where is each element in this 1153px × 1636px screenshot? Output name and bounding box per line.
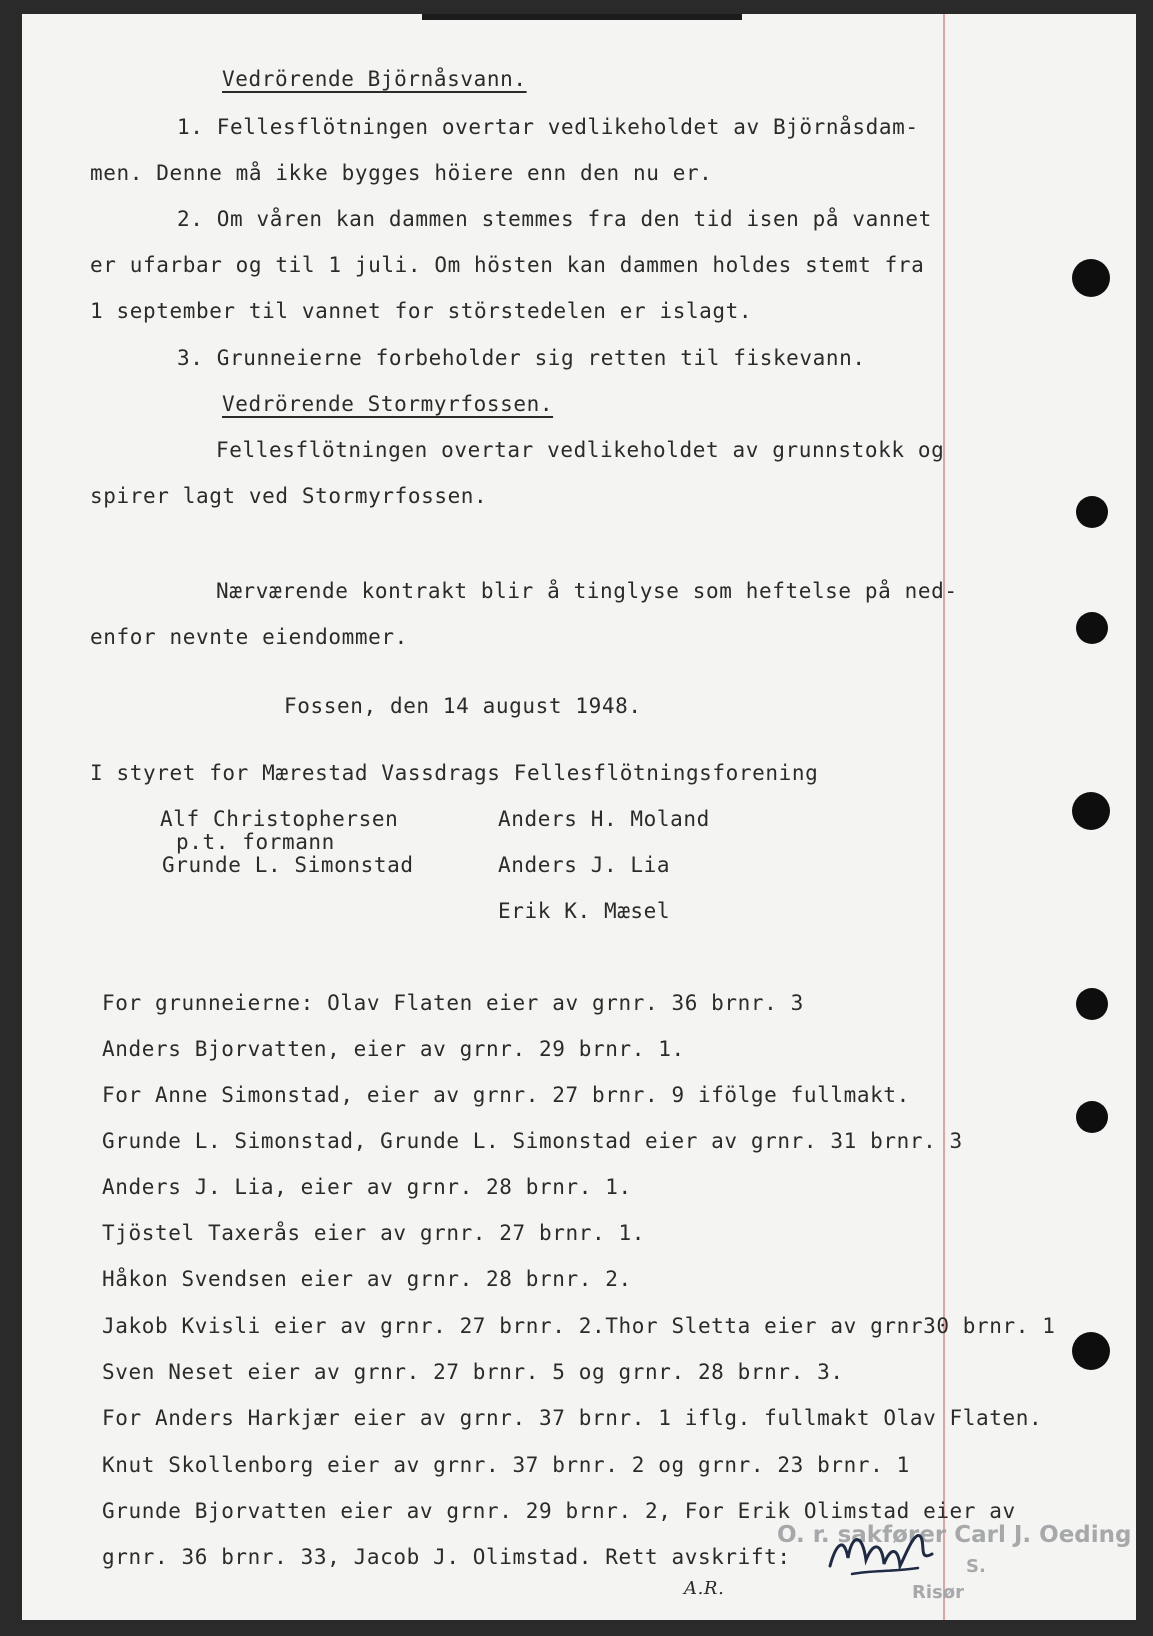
initials: A.R.: [684, 1578, 725, 1599]
board-member: Erik K. Mæsel: [498, 899, 671, 923]
paragraph-4-line-1: Fellesflötningen overtar vedlikeholdet av grunnstokk og: [216, 438, 945, 462]
margin-line: [943, 14, 945, 1620]
paragraph-3: 3. Grunneierne forbeholder sig retten til fiskevann.: [177, 346, 866, 370]
board-member: Anders H. Moland: [498, 807, 710, 831]
handwritten-signature: [822, 1514, 942, 1584]
binder-hole: [1072, 1332, 1110, 1370]
owner-line: grnr. 36 brnr. 33, Jacob J. Olimstad. Rett avskrift:: [102, 1545, 791, 1569]
owner-line: Knut Skollenborg eier av grnr. 37 brnr. 2 og grnr. 23 brnr. 1: [102, 1453, 910, 1477]
owner-line: Tjöstel Taxerås eier av grnr. 27 brnr. 1.: [102, 1221, 645, 1245]
binder-hole: [1076, 612, 1108, 644]
paragraph-2-line-1: 2. Om våren kan dammen stemmes fra den tid isen på vannet: [177, 207, 932, 231]
binder-hole: [1076, 988, 1108, 1020]
owner-line: Anders J. Lia, eier av grnr. 28 brnr. 1.: [102, 1175, 632, 1199]
owner-line: Grunde L. Simonstad, Grunde L. Simonstad eier av grnr. 31 brnr. 3: [102, 1129, 963, 1153]
binder-hole: [1072, 792, 1110, 830]
owner-line: Anders Bjorvatten, eier av grnr. 29 brnr. 1.: [102, 1037, 685, 1061]
paragraph-2-line-2: er ufarbar og til 1 juli. Om hösten kan dammen holdes stemt fra: [90, 253, 925, 277]
paragraph-4-line-2: spirer lagt ved Stormyrfossen.: [90, 484, 488, 508]
certification-stamp: O. r. sakfører Carl J. Oeding: [777, 1522, 1132, 1548]
document-page: [22, 14, 1136, 1620]
owner-line: Sven Neset eier av grnr. 27 brnr. 5 og grnr. 28 brnr. 3.: [102, 1360, 844, 1384]
owner-line: Grunde Bjorvatten eier av grnr. 29 brnr. 2, For Erik Olimstad eier av: [102, 1499, 1016, 1523]
binder-hole: [1076, 1101, 1108, 1133]
paragraph-2-line-3: 1 september til vannet for störstedelen er islagt.: [90, 299, 753, 323]
board-member: Grunde L. Simonstad: [162, 853, 414, 877]
certification-stamp-place: Risør: [912, 1582, 964, 1603]
certification-stamp-line: S.: [966, 1556, 986, 1577]
owner-line: Håkon Svendsen eier av grnr. 28 brnr. 2.: [102, 1267, 632, 1291]
binder-hole: [1076, 496, 1108, 528]
heading-stormyrfossen: Vedrörende Stormyrfossen.: [222, 392, 554, 416]
paragraph-5-line-1: Nærværende kontrakt blir å tinglyse som heftelse på ned-: [216, 579, 958, 603]
date-line: Fossen, den 14 august 1948.: [284, 694, 642, 718]
paragraph-5-line-2: enfor nevnte eiendommer.: [90, 625, 408, 649]
scan-edge: [422, 14, 742, 20]
owner-line: For Anne Simonstad, eier av grnr. 27 brnr. 9 ifölge fullmakt.: [102, 1083, 910, 1107]
owner-line: For grunneierne: Olav Flaten eier av grnr. 36 brnr. 3: [102, 991, 804, 1015]
board-member: Alf Christophersen: [160, 807, 399, 831]
board-member-title: p.t. formann: [176, 830, 335, 854]
binder-hole: [1072, 259, 1110, 297]
paragraph-1-line-1: 1. Fellesflötningen overtar vedlikeholdet av Björnåsdam-: [177, 115, 919, 139]
board-member: Anders J. Lia: [498, 853, 671, 877]
paragraph-1-line-2: men. Denne må ikke bygges höiere enn den nu er.: [90, 161, 713, 185]
heading-bjornasvann: Vedrörende Björnåsvann.: [222, 67, 527, 91]
board-heading: I styret for Mærestad Vassdrags Fellesflötningsforening: [90, 761, 819, 785]
owner-line: For Anders Harkjær eier av grnr. 37 brnr. 1 iflg. fullmakt Olav Flaten.: [102, 1406, 1043, 1430]
owner-line: Jakob Kvisli eier av grnr. 27 brnr. 2.Thor Sletta eier av grnr30 brnr. 1: [102, 1314, 1056, 1338]
